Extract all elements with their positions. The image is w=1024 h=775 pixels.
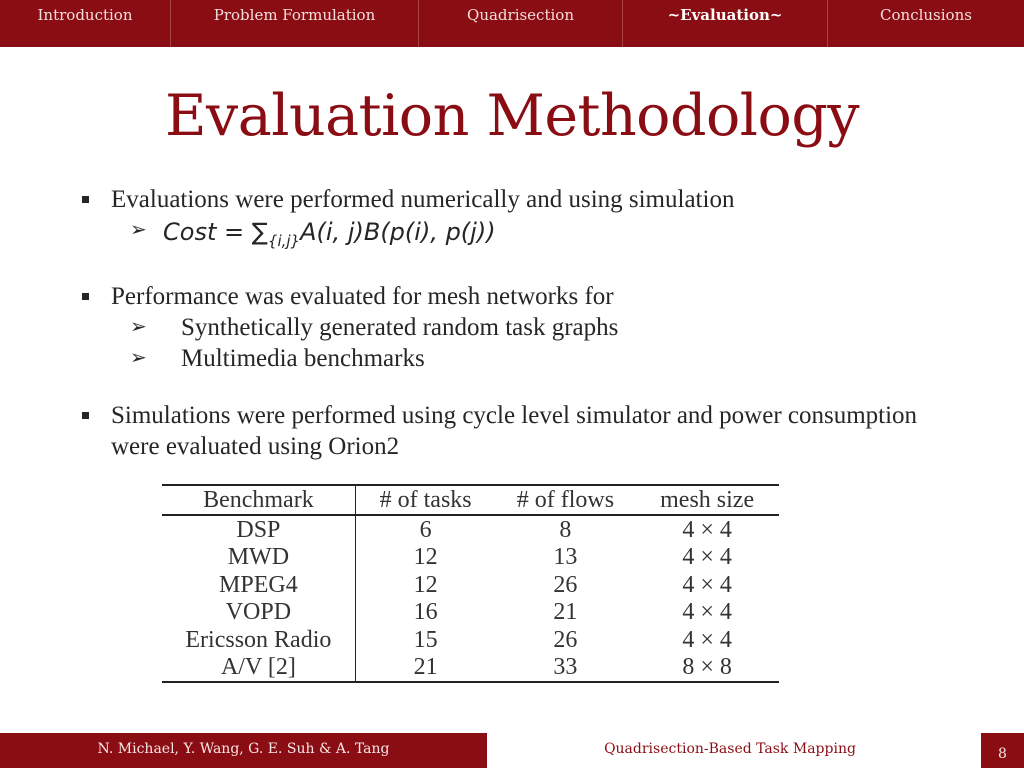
sum-index: {i,j}: [267, 232, 301, 250]
flows-cell: 26: [553, 626, 578, 653]
bullet-item: [78, 184, 958, 215]
tab-evaluation[interactable]: ~Evaluation~: [623, 0, 828, 47]
benchmark-cell: DSP: [162, 515, 355, 544]
table-row: [162, 515, 779, 544]
arrow-bullet-icon: ➢: [130, 347, 147, 369]
flows-cell: 33: [496, 654, 636, 683]
tasks-cell: 16: [413, 599, 438, 626]
sub-item: [78, 312, 958, 343]
footer-authors: N. Michael, Y. Wang, G. E. Suh & A. Tang: [0, 733, 487, 768]
tab-quadrisection[interactable]: Quadrisection: [419, 0, 623, 47]
table-row: [162, 599, 779, 627]
square-bullet-icon: [82, 196, 89, 203]
column-header: # of flows: [496, 485, 636, 515]
tasks-cell: 12: [413, 544, 438, 571]
formula-item: [78, 215, 958, 255]
cost-formula: [163, 218, 496, 250]
column-header: # of tasks: [355, 485, 495, 515]
table-row: [162, 544, 779, 572]
page-number: 8: [981, 733, 1024, 768]
table-row: [162, 571, 779, 599]
benchmark-cell: VOPD: [162, 599, 355, 627]
flows-cell: 26: [553, 571, 578, 598]
tasks-cell: 12: [413, 571, 438, 598]
bullet-text: Performance was evaluated for mesh networks for: [111, 283, 614, 310]
table-row: [162, 654, 779, 683]
footer-talk-title: Quadrisection-Based Task Mapping: [604, 741, 856, 757]
tab-introduction[interactable]: Introduction: [0, 0, 171, 47]
bullet-text: Evaluations were performed numerically and using simulation: [111, 186, 735, 213]
tab-problem-formulation[interactable]: Problem Formulation: [171, 0, 419, 47]
tasks-cell: 6: [419, 516, 432, 543]
mesh-size-cell: 4 × 4: [682, 626, 732, 653]
sub-item: [78, 343, 958, 374]
column-header: mesh size: [635, 485, 779, 515]
benchmark-cell: Ericsson Radio: [162, 626, 355, 654]
benchmark-cell: MWD: [162, 544, 355, 572]
bullet-item: [78, 281, 958, 312]
bullet-item: [78, 400, 958, 462]
square-bullet-icon: [82, 412, 89, 419]
flows-cell: 21: [553, 599, 578, 626]
tasks-cell: 15: [413, 626, 438, 653]
benchmark-cell: MPEG4: [162, 571, 355, 599]
mesh-size-cell: 4 × 4: [682, 516, 732, 543]
benchmark-cell: A/V [2]: [162, 654, 355, 683]
table-row: [162, 626, 779, 654]
flows-cell: 13: [553, 544, 578, 571]
arrow-bullet-icon: ➢: [130, 316, 147, 338]
bullet-text: Simulations were performed using cycle level simulator and power consumption were evaluated using Orion2: [111, 402, 918, 460]
arrow-bullet-icon: ➢: [130, 219, 147, 241]
column-header: Benchmark: [162, 485, 355, 515]
sub-item-text: Multimedia benchmarks: [181, 345, 425, 372]
sub-item-text: Synthetically generated random task graphs: [181, 314, 619, 341]
mesh-size-cell: 4 × 4: [682, 571, 732, 598]
mesh-size-cell: 8 × 8: [635, 654, 779, 683]
mesh-size-cell: 4 × 4: [682, 599, 732, 626]
formula-rhs: A(i, j)B(p(i), p(j)): [300, 218, 496, 246]
tasks-cell: 21: [355, 654, 495, 683]
tab-conclusions[interactable]: Conclusions: [880, 6, 972, 24]
section-nav: [0, 0, 1024, 47]
table-header-row: [162, 485, 779, 515]
mesh-size-cell: 4 × 4: [682, 544, 732, 571]
flows-cell: 8: [559, 516, 572, 543]
bullet-list: [78, 184, 958, 462]
sum-symbol: ∑: [251, 218, 268, 246]
square-bullet-icon: [82, 293, 89, 300]
formula-lhs: Cost =: [163, 218, 252, 246]
benchmark-table: [162, 484, 779, 683]
slide-title: Evaluation Methodology: [164, 83, 860, 149]
